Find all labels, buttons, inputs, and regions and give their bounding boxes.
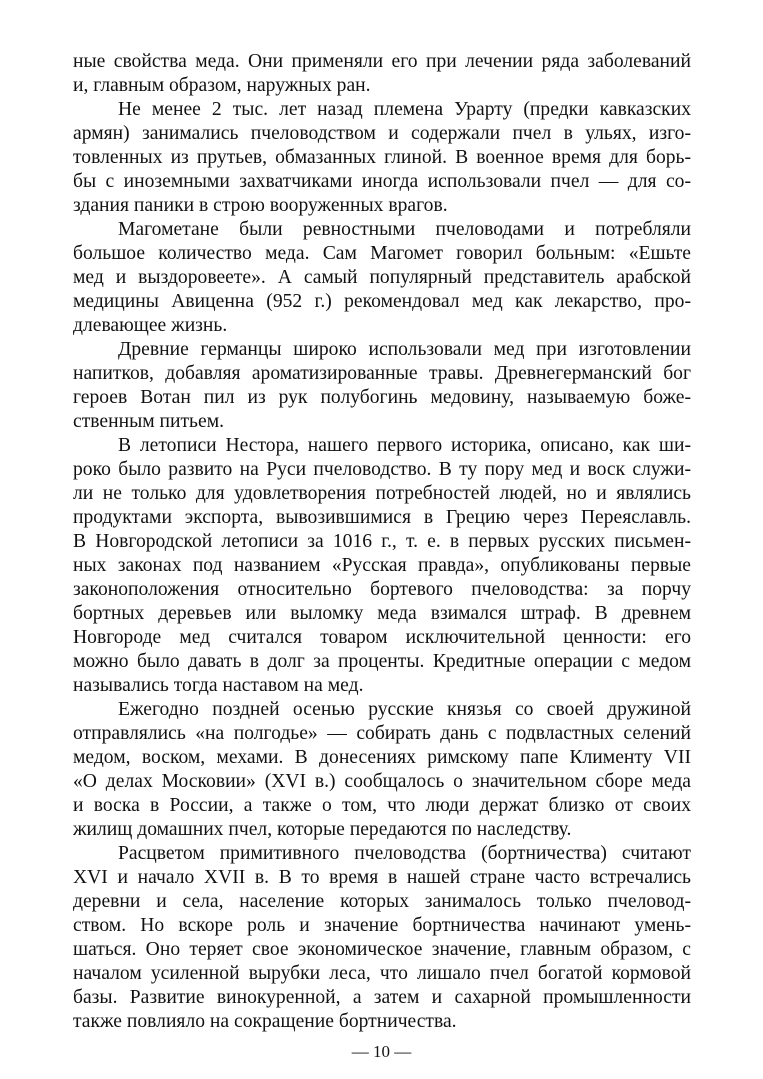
paragraph xyxy=(73,434,691,698)
text-line: шаться. Оно теряет свое экономическое значение, главным образом, с xyxy=(73,939,691,960)
text-line: деревни и села, население которых занималось только пчеловод- xyxy=(73,891,691,912)
text-line: В Новгородской летописи за 1016 г., т. е. в первых русских письмен- xyxy=(73,531,691,552)
text-line: героев Вотан пил из рук полубогинь медовину, называемую боже- xyxy=(73,387,691,408)
page-number: — 10 — xyxy=(351,1042,412,1061)
text-line: ли не только для удовлетворения потребностей людей, но и являлись xyxy=(73,483,691,504)
text-line: бортных деревьев или выломку меда взимался штраф. В древнем xyxy=(73,603,691,624)
text-line: роко было развито на Руси пчеловодство. В ту пору мед и воск служи- xyxy=(73,459,691,480)
paragraph xyxy=(73,98,691,218)
text-line: отправлялись «на полгодье» — собирать дань с подвластных селений xyxy=(73,723,691,744)
paragraph xyxy=(73,842,691,1034)
text-line: длевающее жизнь. xyxy=(73,315,228,336)
paragraph xyxy=(73,50,691,98)
text-line: ных законах под названием «Русская правда», опубликованы первые xyxy=(73,555,691,576)
text-line: Магометане были ревностными пчеловодами и потребляли xyxy=(118,219,691,240)
paragraph xyxy=(73,338,691,434)
text-line: бы с иноземными захватчиками иногда использовали пчел — для со- xyxy=(73,171,691,192)
text-line: ные свойства меда. Они применяли его при лечении ряда заболеваний xyxy=(73,51,691,72)
text-line: Древние германцы широко использовали мед при изготовлении xyxy=(118,339,691,360)
text-line: Не менее 2 тыс. лет назад племена Урарту (предки кавказских xyxy=(118,99,691,120)
text-line: мед и выздоровеете». А самый популярный представитель арабской xyxy=(73,267,691,288)
text-line: медицины Авиценна (952 г.) рекомендовал мед как лекарство, про- xyxy=(73,291,691,312)
text-line: жилищ домашних пчел, которые передаются по наследству. xyxy=(73,819,572,840)
text-line: и воска в России, а также о том, что люди держат близко от своих xyxy=(73,795,691,816)
text-line: также повлияло на сокращение бортничества. xyxy=(73,1011,457,1032)
paragraph xyxy=(73,698,691,842)
text-line: медом, воском, мехами. В донесениях римскому папе Клименту VII xyxy=(73,747,691,768)
text-line: законоположения относительно бортевого пчеловодства: за порчу xyxy=(73,579,691,600)
text-line: базы. Развитие винокуренной, а затем и сахарной промышленности xyxy=(73,987,691,1008)
text-line: Новгороде мед считался товаром исключительной ценности: его xyxy=(73,627,691,648)
page-text xyxy=(73,50,691,1034)
text-line: «О делах Московии» (XVI в.) сообщалось о значительном сборе меда xyxy=(73,771,691,792)
text-line: большое количество меда. Сам Магомет говорил больным: «Ешьте xyxy=(73,243,691,264)
text-line: XVI и начало XVII в. В то время в нашей стране часто встречались xyxy=(73,867,691,888)
text-line: товленных из прутьев, обмазанных глиной. В военное время для борь- xyxy=(73,147,691,168)
text-line: продуктами экспорта, вывозившимися в Грецию через Переяславль. xyxy=(73,507,691,528)
text-line: началом усиленной вырубки леса, что лишало пчел богатой кормовой xyxy=(73,963,691,984)
text-line: ственным питьем. xyxy=(73,411,224,432)
text-line: ством. Но вскоре роль и значение бортничества начинают умень- xyxy=(73,915,691,936)
text-line: В летописи Нестора, нашего первого историка, описано, как ши- xyxy=(118,435,691,456)
text-line: напитков, добавляя ароматизированные травы. Древнегерманский бог xyxy=(73,363,691,384)
text-line: можно было давать в долг за проценты. Кредитные операции с медом xyxy=(73,651,691,672)
text-line: армян) занимались пчеловодством и содержали пчел в ульях, изго- xyxy=(73,123,691,144)
text-line: Расцветом примитивного пчеловодства (бортничества) считают xyxy=(118,843,691,864)
text-line: здания паники в строю вооруженных врагов. xyxy=(73,195,448,216)
text-line: и, главным образом, наружных ран. xyxy=(73,75,371,96)
text-line: назывались тогда наставом на мед. xyxy=(73,675,364,696)
paragraph xyxy=(73,218,691,338)
text-line: Ежегодно поздней осенью русские князья со своей дружиной xyxy=(118,699,691,720)
